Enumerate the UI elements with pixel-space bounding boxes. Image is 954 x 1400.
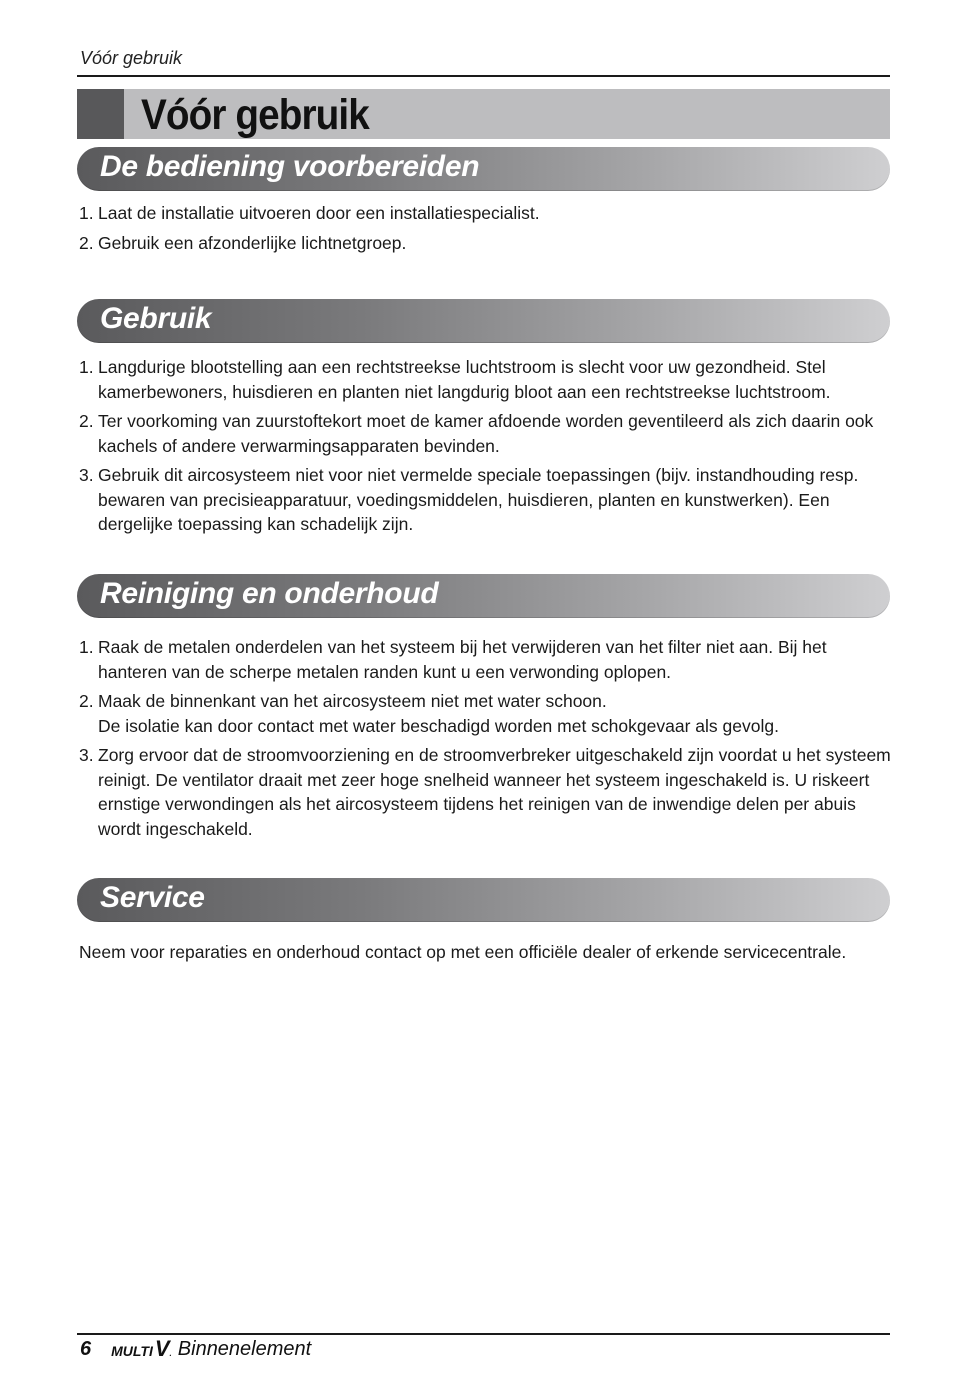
list-item: 1. Raak de metalen onderdelen van het systeem bij het verwijderen van het filter niet aan. Bij het hanteren van de scherpe metalen randen kunt u een verwonding oplopen. [79,637,827,682]
running-header: Vóór gebruik [80,48,183,68]
cleaning-list [77,635,897,846]
page-title: Vóór gebruik [141,91,369,139]
service-paragraph: Neem voor reparaties en onderhoud contact op met een officiële dealer of erkende servicecentrale. [79,942,847,962]
page-footer [80,1337,311,1361]
list-item: 2. Gebruik een afzonderlijke lichtnetgroep. [79,232,407,253]
section-title: Gebruik [100,302,212,335]
section-header-cleaning [77,574,890,618]
list-item: 1. Laat de installatie uitvoeren door een installatiespecialist. [79,203,540,223]
list-item: 3. Zorg ervoor dat de stroomvoorziening en de stroomverbreker uitgeschakeld zijn voordat u het systeem reinigt. De ventilator draait met zeer hoge snelheid wanneer het systeem ingeschakeld is. U riskeert ernstige verwondingen als het aircosysteem tijdens het reinigen van de inwendige delen per abuis wordt ingeschakeld. [79,745,891,839]
footer-divider [77,1333,890,1335]
list-item: 2. Maak de binnenkant van het aircosysteem niet met water schoon. De isolatie kan door contact met water beschadigd worden met schokgevaar als gevolg. [79,691,779,736]
page-number: 6 [80,1337,92,1360]
title-accent-block [77,89,124,139]
section-header-usage [77,299,890,343]
page-title-bar [77,89,890,139]
list-item: 3. Gebruik dit aircosysteem niet voor niet vermelde speciale toepassingen (bijv. instandhouding resp. bewaren van precisieapparatuur, voedingsmiddelen, huisdieren, planten en kunstwerken). Een dergelijke toepassing kan schadelijk zijn. [79,465,859,534]
section-header-service [77,878,890,922]
section-title: De bediening voorbereiden [100,150,480,183]
multi-v-logo: MULTI V . [111,1336,172,1361]
footer-label: Binnenelement [177,1337,312,1360]
list-item: 2. Ter voorkoming van zuurstoftekort moet de kamer afdoende worden geventileerd als zich daarin ook kachels of andere verwarmingsapparaten bevinden. [79,411,874,456]
header-divider [77,75,890,77]
preparation-list [77,201,897,260]
usage-list [77,355,897,542]
list-item: 1. Langdurige blootstelling aan een rechtstreekse luchtstroom is slecht voor uw gezondheid. Stel kamerbewoners, huisdieren en planten niet langdurig bloot aan een rechtstreekse luchtstroom. [79,357,831,402]
section-header-preparation [77,147,890,191]
section-title: Reiniging en onderhoud [100,577,439,610]
section-title: Service [100,881,205,914]
